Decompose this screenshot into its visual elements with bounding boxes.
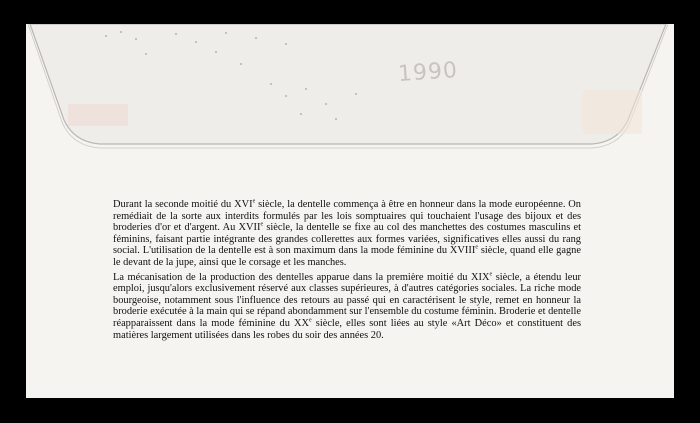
pencil-note: 1990 [397, 57, 459, 88]
envelope-text [113, 199, 581, 344]
envelope-flap [26, 24, 674, 154]
envelope-back [26, 24, 674, 398]
paragraph-2: La mécanisation de la production des dentelles apparue dans la première moitié du XIXe siècle, a étendu leur emploi, jusqu'alors exclusivement réservé aux classes supérieures, à d'autres catégories sociales. La riche mode bourgeoise, notamment sous l'influence des retours au passé qui en caractérisent le style, remet en honneur la broderie exécutée à la main qui se répand abondamment sur l'ensemble du costume féminin. Broderie et dentelle réapparaissent dans la mode féminine du XXe siècle, elles sont liées au style «Art Déco» et constituent des matières largement utilisées dans les robes du soir des années 20. [113, 271, 581, 341]
paragraph-1: Durant la seconde moitié du XVIe siècle, la dentelle commença à être en honneur dans la mode européenne. On remédiait de la sorte aux interdits formulés par les lois somptuaires qui touchaient l'usage des bijoux et des broderies d'or et d'argent. Au XVIIe siècle, la dentelle se fixe au col des manchettes des costumes masculins et féminins, faisant partie intégrante des grandes collerettes aux formes variées, significatives elles aussi du rang social. L'utilisation de la dentelle est à son maximum dans la mode féminine du XVIIIe siècle, quand elle gagne le devant de la jupe, ainsi que le corsage et les manches. [113, 198, 581, 268]
